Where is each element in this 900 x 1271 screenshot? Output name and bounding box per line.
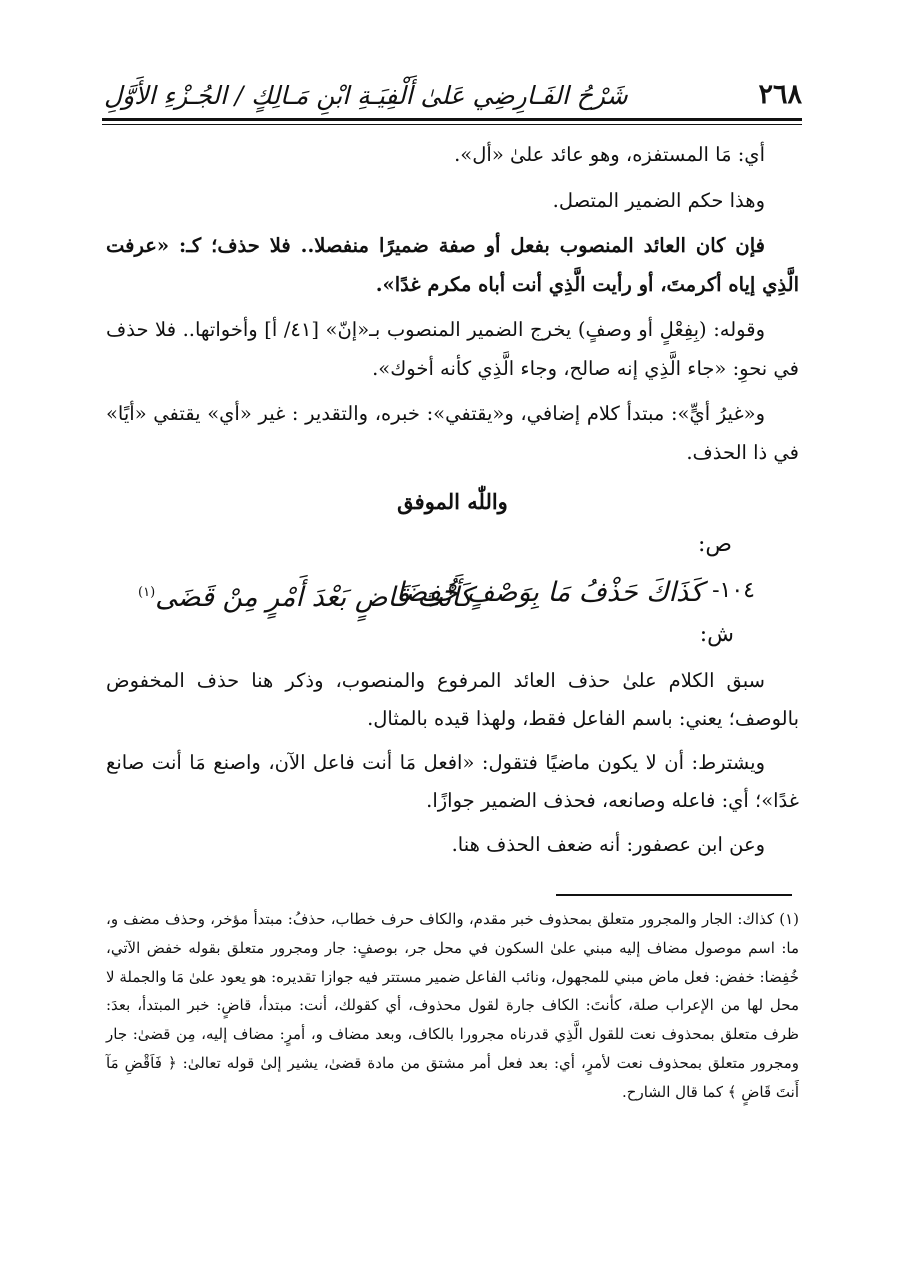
label-sad: ص: — [697, 532, 732, 557]
paragraph: وقوله: (بِفِعْلٍ أو وصفٍ) يخرج الضمير المنصوب بـ«إنّ» [٤١/ أ] وأخواتها.. فلا حذف في نحوِ: «جاء الَّذِي إنه صالح، وجاء الَّذِي كأنه أخوك». — [106, 318, 799, 380]
matn-paragraph: فإن كان العائد المنصوب بفعل أو صفة ضميرًا منفصلا.. فلا حذف؛ كـ: «عرفت الَّذِي إياه أكرمتَ، أو رأيت الَّذِي أنت أباه مكرم غدًا». — [106, 234, 799, 296]
footnote-text: كذاك: الجار والمجرور متعلق بمحذوف خبر مقدم، والكاف حرف خطاب، حذفُ: مبتدأ مؤخر، وحذف مضف و، ما: اسم موصول مضاف إليه مبني علىٰ السكون في محل جر، بوصفٍ: جار ومجرور متعلق بقوله خفض الآتي، خُفِضا: خفض: فعل ماض مبني للمجهول، ونائب الفاعل ضمير مستتر فيه جوازا تقديره: هو يعود علىٰ مَا والجملة لا محل لها من الإعراب صلة، كأنتَ: الكاف جارة لقول محذوف، أي كقولك، أنت: مبتدأ، قاضٍ: خبر المبتدأ، بعدَ: ظرف متعلق بمحذوف نعت للقول الَّذِي قدرناه مجرورا بالكاف، وبعد مضاف و، أمرٍ: مضاف إليه، مِن قضىٰ: جار ومجرور متعلق بمحذوف نعت لأمرٍ، أي: بعد فعل أمر مشتق من مادة قضىٰ، يشير إلىٰ قوله تعالىٰ: ﴿ فَاَقْضِ مَآ أَنتَ قَاضٍ ﴾ كما قال الشارح. — [106, 910, 799, 1101]
paragraph: وعن ابن عصفور: أنه ضعف الحذف هنا. — [451, 833, 765, 856]
verse-hemistich-second — [138, 570, 472, 621]
verse-number: ١٠٤- — [712, 578, 755, 603]
commentary-text — [106, 662, 799, 870]
footnote-reference[interactable]: (١) — [138, 585, 156, 600]
paragraph: ويشترط: أن لا يكون ماضيًا فتقول: «افعل مَا أنت فاعل الآن، واصنع مَا أنت صانع غدًا»؛ أي: فاعله وصانعه، فحذف الضمير جوازًا. — [106, 751, 799, 812]
footnote — [106, 905, 799, 1107]
paragraph: وهذا حكم الضمير المتصل. — [552, 188, 765, 212]
page-number: ٢٦٨ — [758, 79, 802, 110]
footnote-number: (١) — [779, 910, 799, 928]
label-shin: ش: — [699, 622, 734, 647]
paragraph: و«غيرُ أيٍّ»: مبتدأ كلام إضافي، و«يقتفي»: خبره، والتقدير : غير «أي» يقتفي «أيًا» في ذا الحذف. — [106, 402, 799, 464]
hemistich-first-text: كَذَاكَ حَذْفُ مَا بِوَصْفٍ خُفِضَا — [396, 577, 703, 608]
page-header — [104, 66, 802, 116]
header-rule-thin — [102, 124, 802, 125]
closing-phrase: واللّٰه الموفق — [397, 489, 508, 514]
paragraph: سبق الكلام علىٰ حذف العائد المرفوع والمنصوب، وذكر هنا حذف المخفوض بالوصف؛ يعني: باسم الفاعل فقط، ولهذا قيده بالمثال. — [106, 669, 799, 730]
main-text — [106, 136, 799, 479]
running-title: شَرْحُ الفَـارِضِي عَلىٰ أَلْفِيَـةِ ابْنِ مَـالِكٍ / الجُـزْءِ الأَوَّلِ — [104, 81, 628, 110]
hemistich-second-text: كَأَنْتَ قَاضٍ بَعْدَ أَمْرٍ مِنْ قَضَى — [155, 582, 473, 613]
header-rule-thick — [102, 118, 802, 121]
verse-line — [138, 570, 755, 618]
footnote-separator — [556, 894, 792, 896]
paragraph: أي: مَا المستفزه، وهو عائد علىٰ «أل». — [454, 143, 765, 166]
